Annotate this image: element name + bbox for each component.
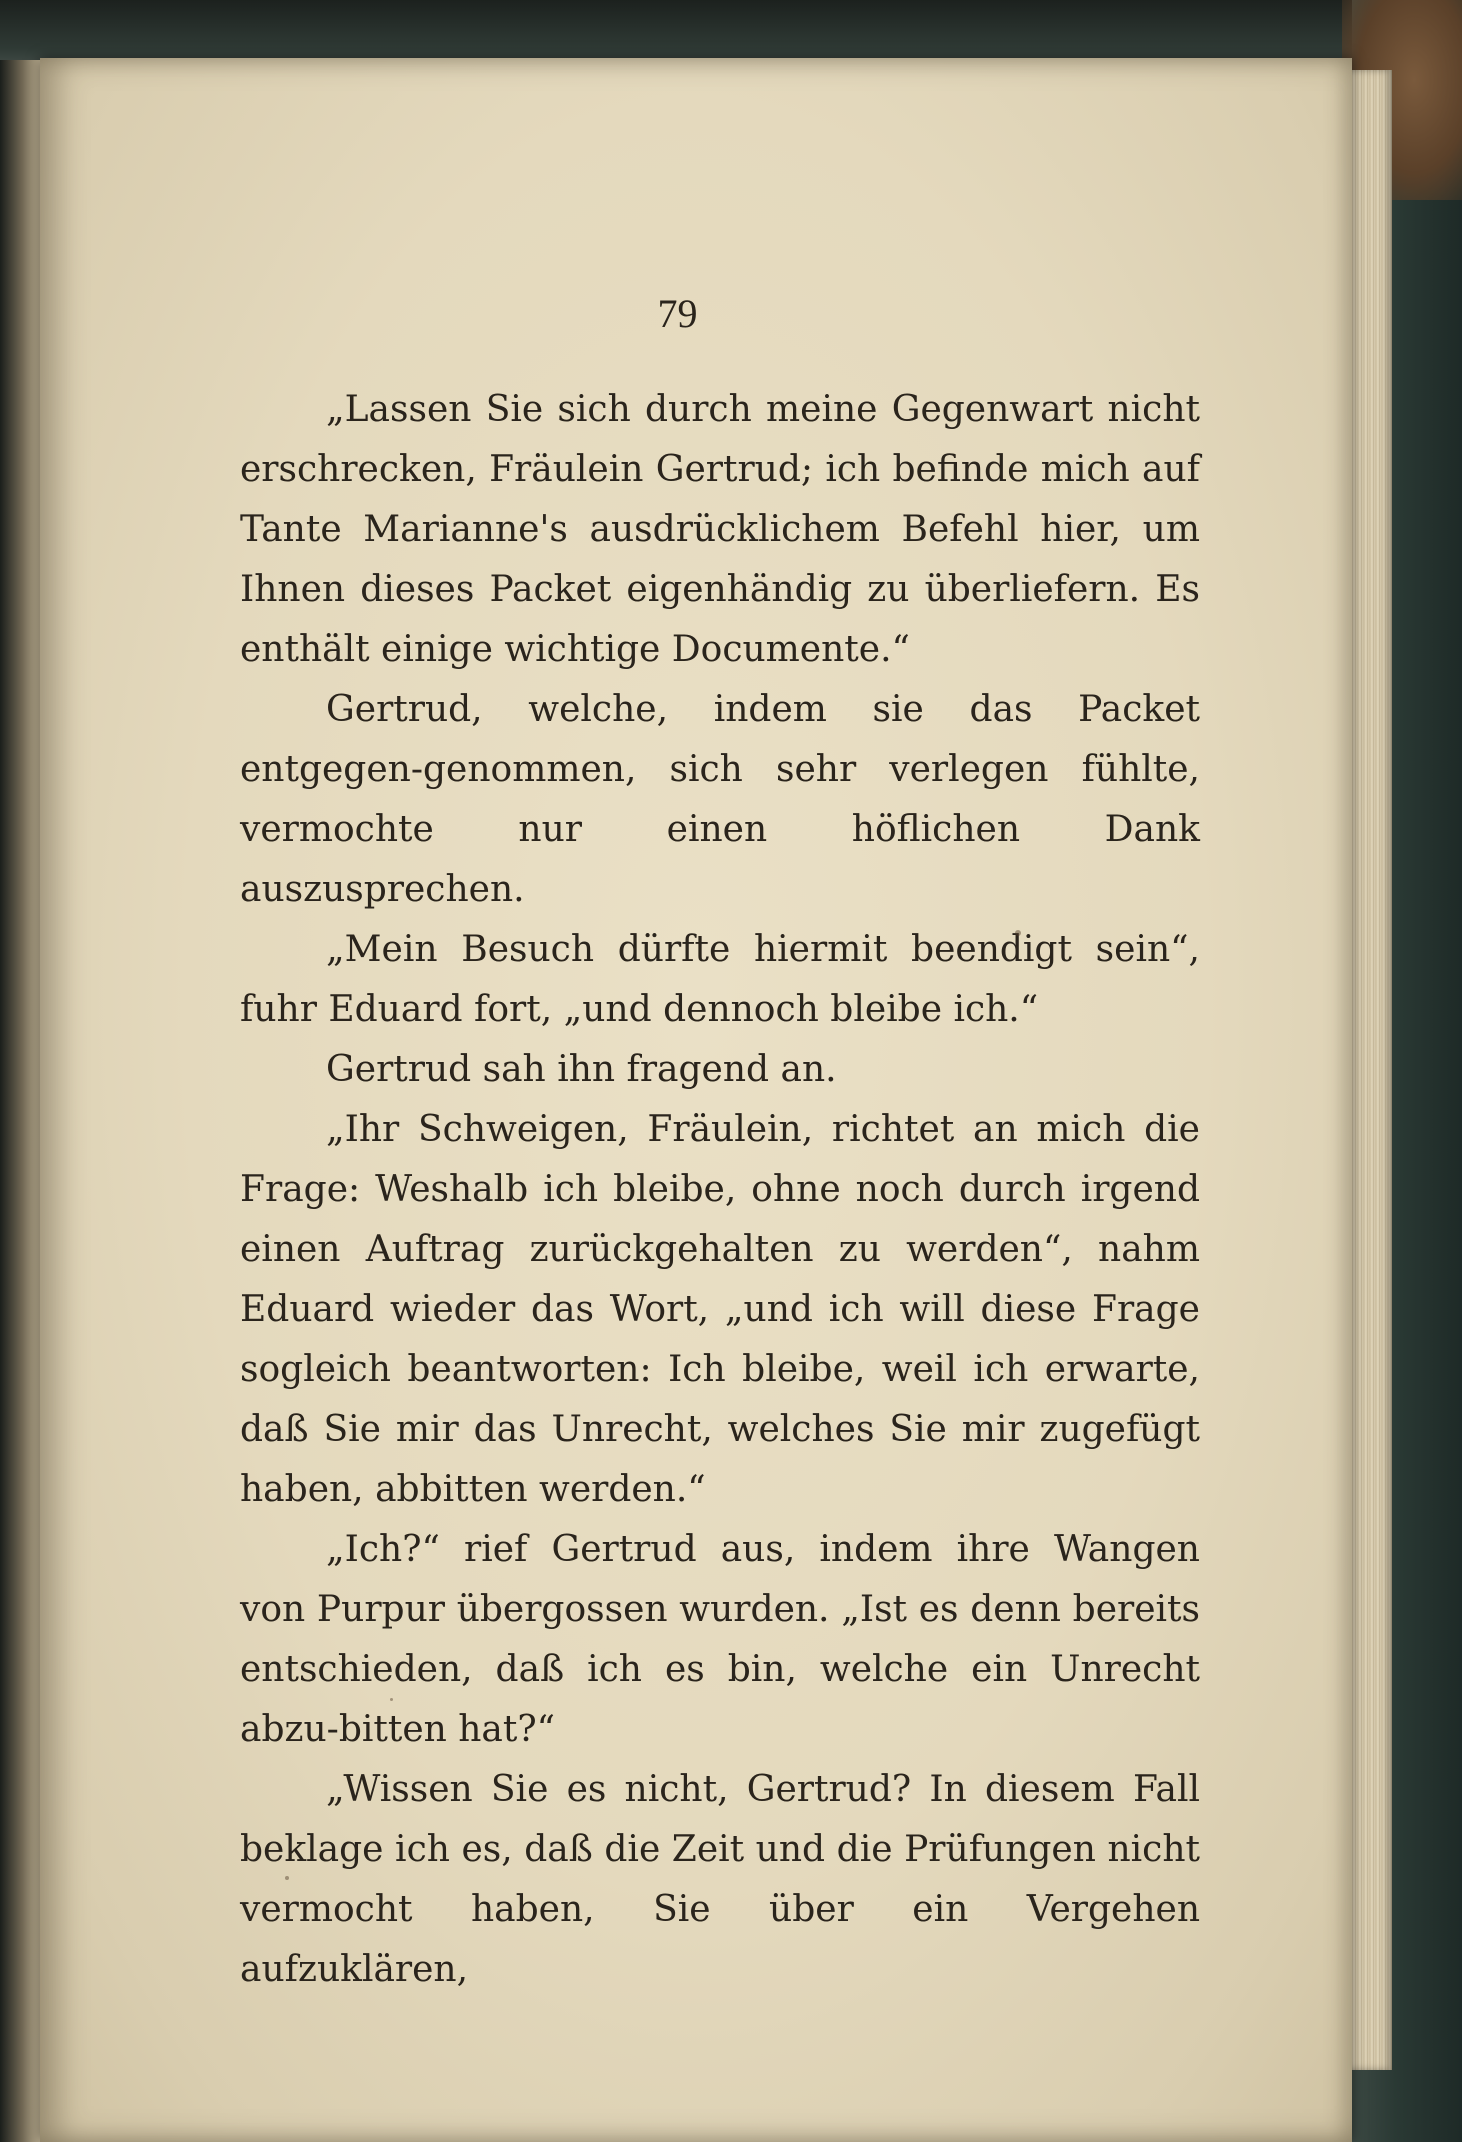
paragraph: „Ich?“ rief Gertrud aus, indem ihre Wangen von Purpur übergossen wurden. „Ist es denn bereits entschieden, daß ich es bin, welche ein Unrecht abzu-bitten hat?“ — [240, 1529, 1200, 1750]
paragraph: Gertrud sah ihn fragend an. — [326, 1049, 837, 1090]
body-text — [240, 380, 1200, 2000]
paragraph: Gertrud, welche, indem sie das Packet entgegen-genommen, sich sehr verlegen fühlte, vermochte nur einen höflichen Dank auszusprechen. — [240, 689, 1200, 910]
page-number: 79 — [657, 291, 698, 336]
paragraph: „Ihr Schweigen, Fräulein, richtet an mich die Frage: Weshalb ich bleibe, ohne noch durch irgend einen Auftrag zurückgehalten zu werden“, nahm Eduard wieder das Wort, „und ich will diese Frage sogleich beantworten: Ich bleibe, weil ich erwarte, daß Sie mir das Unrecht, welches Sie mir zugefügt haben, abbitten werden.“ — [240, 1109, 1200, 1510]
paragraph: „Mein Besuch dürfte hiermit beendigt sein“, fuhr Eduard fort, „und dennoch bleibe ich.“ — [240, 929, 1200, 1030]
paragraph: „Lassen Sie sich durch meine Gegenwart nicht erschrecken, Fräulein Gertrud; ich befinde mich auf Tante Marianne's ausdrücklichem Befehl hier, um Ihnen dieses Packet eigenhändig zu überliefern. Es enthält einige wichtige Documente.“ — [240, 389, 1200, 670]
paragraph: „Wissen Sie es nicht, Gertrud? In diesem Fall beklage ich es, daß die Zeit und die Prüfungen nicht vermocht haben, Sie über ein Vergehen aufzuklären, — [240, 1769, 1200, 1990]
paper-speck — [390, 1698, 393, 1701]
paper-speck — [285, 1876, 289, 1880]
paper-speck — [1015, 930, 1021, 936]
book-page — [40, 58, 1352, 2142]
